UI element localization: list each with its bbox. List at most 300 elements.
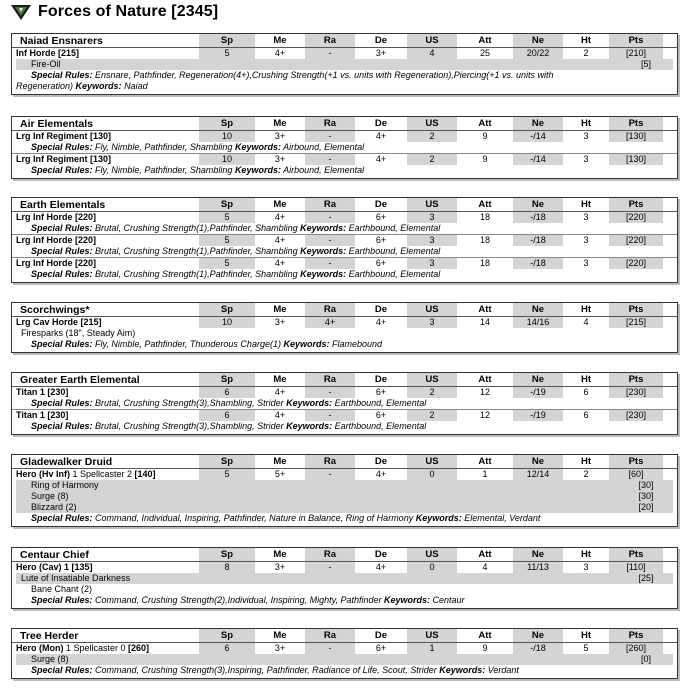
upgrade-name: Surge (8) [31, 654, 69, 664]
stat-att: 14 [479, 317, 490, 327]
stat-de: 4+ [375, 469, 387, 479]
keywords-text: Earthbound, Elemental [332, 398, 427, 408]
column-header-de: De [374, 456, 388, 467]
unit-size-label [16, 131, 111, 142]
column-header-ne: Ne [513, 373, 563, 386]
stat-pts: [215] [609, 317, 663, 328]
stat-att: 9 [482, 131, 488, 141]
stat-de: 4+ [375, 317, 387, 327]
stat-att: 12 [479, 387, 490, 397]
column-header-de: De [374, 304, 388, 315]
column-header-ra: Ra [305, 117, 355, 130]
special-rules-line [12, 223, 677, 234]
stat-ne: -/19 [513, 387, 563, 398]
special-rules-text: Command, Crushing Strength(3),Inspiring, Pathfinder, Radiance of Life, Scout, Strider [92, 665, 440, 675]
upgrade-row [12, 59, 677, 70]
unit-size-label [16, 643, 149, 654]
stat-pts: [210] [609, 48, 663, 59]
special-rules-label: Special Rules: [31, 421, 93, 431]
column-header-ht: Ht [580, 374, 592, 385]
stat-pts: [230] [609, 387, 663, 398]
stat-att: 25 [479, 48, 490, 58]
keywords-text: Naiad [121, 81, 148, 91]
stat-att: 9 [482, 154, 488, 164]
keywords-label: Keywords: [415, 513, 462, 523]
column-header-pts: Pts [609, 629, 663, 642]
stat-us: 1 [407, 643, 457, 654]
stat-pts: [130] [609, 131, 663, 142]
unit-stat-row [12, 234, 677, 246]
special-rules-text-cont: Regeneration) [16, 81, 76, 91]
stat-pts: [60] [609, 469, 663, 480]
unit-size-cost: [260] [128, 643, 150, 653]
special-rules-label: Special Rules: [31, 665, 93, 675]
special-rules-line [12, 595, 677, 606]
column-header-me: Me [273, 304, 287, 315]
unit-size-label [16, 469, 156, 480]
stat-ra: - [305, 212, 355, 223]
stat-ht: 3 [583, 562, 589, 572]
stat-ht: 3 [583, 131, 589, 141]
column-header-de: De [374, 549, 388, 560]
special-rules-text: Fly, Nimble, Pathfinder, Shambling [92, 142, 235, 152]
stat-us: 2 [407, 410, 457, 421]
stat-de: 4+ [375, 154, 387, 164]
upgrade-row [12, 491, 677, 502]
stat-pts: [260] [609, 643, 663, 654]
unit-stat-row [12, 47, 677, 59]
stat-me: 4+ [274, 212, 286, 222]
keywords-label: Keywords: [300, 223, 347, 233]
upgrade-shade [16, 59, 673, 70]
unit-size-label [16, 387, 68, 398]
keywords-text: Elemental, Verdant [461, 513, 541, 523]
special-rules-text: Command, Crushing Strength(2),Individual, Inspiring, Mighty, Pathfinder [92, 595, 385, 605]
special-rules-text: Fly, Nimble, Pathfinder, Shambling [92, 165, 235, 175]
column-header-us: US [407, 303, 457, 316]
upgrade-name: Surge (8) [31, 491, 69, 501]
unit-header-row [12, 303, 677, 316]
unit-size-label [16, 317, 102, 328]
keywords-label: Keywords: [234, 142, 281, 152]
unit-stat-row [12, 316, 677, 328]
unit-size-label [16, 410, 68, 421]
stat-de: 3+ [375, 48, 387, 58]
card-padding [12, 350, 677, 352]
special-rules-label: Special Rules: [31, 165, 93, 175]
column-header-ra: Ra [305, 455, 355, 468]
column-header-me: Me [273, 630, 287, 641]
unit-name: Air Elementals [20, 118, 93, 130]
keywords-text: Centaur [430, 595, 465, 605]
column-header-ne: Ne [513, 198, 563, 211]
stat-ne: -/18 [513, 258, 563, 269]
column-header-ne: Ne [513, 34, 563, 47]
stat-ht: 4 [583, 317, 589, 327]
column-header-att: Att [478, 199, 492, 210]
unit-stat-row [12, 211, 677, 223]
stat-sp: 8 [199, 562, 255, 573]
column-header-us: US [407, 373, 457, 386]
unit-card [11, 454, 678, 527]
stat-ra: 4+ [305, 317, 355, 328]
stat-me: 3+ [274, 154, 286, 164]
column-header-pts: Pts [609, 34, 663, 47]
unit-header-row [12, 629, 677, 642]
stat-ht: 6 [583, 410, 589, 420]
unit-name: Centaur Chief [20, 549, 89, 561]
column-header-ht: Ht [580, 35, 592, 46]
special-rules-line [12, 70, 677, 92]
column-header-me: Me [273, 456, 287, 467]
column-header-att: Att [478, 374, 492, 385]
unit-header-row [12, 34, 677, 47]
stat-sp: 6 [199, 410, 255, 421]
column-header-ne: Ne [513, 629, 563, 642]
column-header-sp: Sp [199, 198, 255, 211]
special-rules-label: Special Rules: [31, 513, 93, 523]
column-header-ra: Ra [305, 548, 355, 561]
stat-ne: -/14 [513, 154, 563, 165]
column-header-sp: Sp [199, 117, 255, 130]
keywords-label: Keywords: [75, 81, 122, 91]
unit-card [11, 33, 678, 95]
keywords-label: Keywords: [286, 398, 333, 408]
stat-ht: 3 [583, 154, 589, 164]
unit-stat-row [12, 468, 677, 480]
stat-de: 4+ [375, 131, 387, 141]
stat-ne: 12/14 [513, 469, 563, 480]
upgrade-points: [25] [638, 573, 654, 583]
keywords-text: Earthbound, Elemental [346, 269, 441, 279]
column-header-att: Att [478, 304, 492, 315]
stat-ra: - [305, 410, 355, 421]
upgrade-name: Ring of Harmony [31, 480, 99, 490]
keywords-text: Airbound, Elemental [280, 165, 365, 175]
column-header-ra: Ra [305, 34, 355, 47]
column-header-sp: Sp [199, 303, 255, 316]
keywords-label: Keywords: [300, 269, 347, 279]
unit-size-name: Hero (Cav) 1 [135] [16, 562, 93, 572]
stat-ne: -/14 [513, 131, 563, 142]
stat-ne: -/18 [513, 235, 563, 246]
column-header-ht: Ht [580, 118, 592, 129]
keywords-text: Flamebound [329, 339, 383, 349]
column-header-de: De [374, 35, 388, 46]
stat-ra: - [305, 387, 355, 398]
upgrade-points: [5] [640, 59, 651, 69]
column-header-us: US [407, 198, 457, 211]
column-header-pts: Pts [609, 303, 663, 316]
upgrade-points: [30] [638, 491, 654, 501]
unit-name: Naiad Ensnarers [20, 35, 103, 47]
unit-size-label [16, 235, 96, 246]
unit-card [11, 628, 678, 679]
stat-pts: [220] [609, 258, 663, 269]
special-rules-label: Special Rules: [31, 595, 93, 605]
column-header-pts: Pts [609, 455, 663, 468]
stat-sp: 10 [199, 154, 255, 165]
unit-size-label [16, 48, 79, 59]
stat-sp: 5 [199, 258, 255, 269]
column-header-us: US [407, 548, 457, 561]
stat-us: 3 [407, 317, 457, 328]
stat-us: 2 [407, 154, 457, 165]
unit-size-extra: 1 Spellcaster 0 [63, 643, 129, 653]
army-logo-icon [10, 3, 32, 21]
stat-ne: -/18 [513, 212, 563, 223]
keywords-text: Verdant [485, 665, 519, 675]
unit-size-extra: 1 Spellcaster 2 [70, 469, 135, 479]
card-padding [12, 606, 677, 608]
stat-ra: - [305, 235, 355, 246]
column-header-de: De [374, 374, 388, 385]
column-header-de: De [374, 630, 388, 641]
column-header-me: Me [273, 118, 287, 129]
column-header-att: Att [478, 35, 492, 46]
stat-sp: 10 [199, 317, 255, 328]
unit-header-row [12, 455, 677, 468]
stat-ra: - [305, 154, 355, 165]
unit-size-cost: [140] [134, 469, 156, 479]
unit-stat-row [12, 153, 677, 165]
upgrade-name: Fire-Oil [31, 59, 61, 69]
special-rules-text: Command, Individual, Inspiring, Pathfinder, Nature in Balance, Ring of Harmony [92, 513, 416, 523]
stat-de: 6+ [375, 212, 387, 222]
column-header-me: Me [273, 35, 287, 46]
special-rules-label: Special Rules: [31, 246, 93, 256]
special-rules-line [12, 246, 677, 257]
unit-header-row [12, 373, 677, 386]
stat-us: 4 [407, 48, 457, 59]
stat-me: 4+ [274, 235, 286, 245]
column-header-ra: Ra [305, 629, 355, 642]
stat-ra: - [305, 48, 355, 59]
special-rules-line [12, 165, 677, 176]
special-rules-text: Brutal, Crushing Strength(1),Pathfinder, Shambling [92, 223, 301, 233]
unit-size-name: Hero (Mon) [16, 643, 64, 653]
column-header-ra: Ra [305, 303, 355, 316]
special-rules-text: Brutal, Crushing Strength(1),Pathfinder, Shambling [92, 269, 301, 279]
column-header-ra: Ra [305, 373, 355, 386]
stat-us: 3 [407, 235, 457, 246]
stat-sp: 10 [199, 131, 255, 142]
stat-us: 3 [407, 212, 457, 223]
card-padding [12, 176, 677, 178]
column-header-ht: Ht [580, 304, 592, 315]
card-padding [12, 432, 677, 434]
special-rules-line [12, 398, 677, 409]
stat-att: 18 [479, 258, 490, 268]
stat-me: 3+ [274, 643, 286, 653]
unit-size-name: Lrg Inf Horde [220] [16, 258, 97, 268]
column-header-att: Att [478, 630, 492, 641]
stat-ht: 5 [583, 643, 589, 653]
stat-pts: [110] [609, 562, 663, 573]
column-header-me: Me [273, 374, 287, 385]
unit-size-name: Lrg Inf Regiment [130] [16, 131, 112, 141]
stat-us: 0 [407, 562, 457, 573]
column-header-att: Att [478, 456, 492, 467]
unit-card [11, 372, 678, 435]
special-rules-label: Special Rules: [31, 398, 93, 408]
keywords-label: Keywords: [283, 339, 330, 349]
stat-ne: -/18 [513, 643, 563, 654]
column-header-sp: Sp [199, 629, 255, 642]
stat-ne: 20/22 [513, 48, 563, 59]
stat-me: 4+ [274, 258, 286, 268]
keywords-label: Keywords: [286, 421, 333, 431]
upgrade-points [618, 584, 674, 595]
unit-header-row [12, 198, 677, 211]
special-rules-line [12, 142, 677, 153]
stat-ra: - [305, 469, 355, 480]
column-header-me: Me [273, 199, 287, 210]
stat-sp: 5 [199, 212, 255, 223]
stat-us: 3 [407, 258, 457, 269]
upgrade-shade [16, 480, 673, 491]
upgrade-name: Firesparks (18", Steady Aim) [21, 328, 136, 338]
stat-me: 4+ [274, 48, 286, 58]
upgrade-name: Bane Chant (2) [31, 584, 93, 594]
stat-att: 4 [482, 562, 488, 572]
unit-size-name: Hero (Hv Inf) [16, 469, 70, 479]
stat-de: 6+ [375, 643, 387, 653]
special-rules-text: Ensnare, Pathfinder, Regeneration(4+),Crushing Strength(+1 vs. units with Regeneration),Piercing(+1 vs. units with [92, 70, 554, 80]
stat-ht: 3 [583, 258, 589, 268]
unit-name: Earth Elementals [20, 199, 106, 211]
column-header-sp: Sp [199, 373, 255, 386]
stat-ra: - [305, 258, 355, 269]
stat-att: 18 [479, 212, 490, 222]
upgrade-row [12, 654, 677, 665]
unit-size-name: Lrg Inf Horde [220] [16, 235, 97, 245]
column-header-ne: Ne [513, 117, 563, 130]
stat-ht: 2 [583, 48, 589, 58]
special-rules-text: Brutal, Crushing Strength(1),Pathfinder, Shambling [92, 246, 301, 256]
special-rules-line [12, 269, 677, 280]
stat-att: 18 [479, 235, 490, 245]
unit-card [11, 197, 678, 283]
column-header-ne: Ne [513, 455, 563, 468]
stat-us: 2 [407, 387, 457, 398]
upgrade-name: Blizzard (2) [31, 502, 77, 512]
list-header [10, 0, 218, 24]
special-rules-label: Special Rules: [31, 339, 93, 349]
unit-stat-row [12, 642, 677, 654]
column-header-att: Att [478, 118, 492, 129]
special-rules-text: Fly, Nimble, Pathfinder, Thunderous Charge(1) [92, 339, 284, 349]
unit-size-label [16, 212, 96, 223]
keywords-label: Keywords: [384, 595, 431, 605]
column-header-pts: Pts [609, 117, 663, 130]
stat-ne: 11/13 [513, 562, 563, 573]
special-rules-line [12, 513, 677, 524]
unit-size-name: Lrg Inf Horde [220] [16, 212, 97, 222]
stat-att: 9 [482, 643, 488, 653]
upgrade-row [12, 584, 677, 595]
unit-card [11, 302, 678, 353]
special-rules-line [12, 339, 677, 350]
special-rules-label: Special Rules: [31, 142, 93, 152]
stat-ra: - [305, 131, 355, 142]
stat-sp: 5 [199, 48, 255, 59]
stat-att: 1 [482, 469, 488, 479]
column-header-ne: Ne [513, 303, 563, 316]
stat-de: 6+ [375, 235, 387, 245]
special-rules-text: Brutal, Crushing Strength(3),Shambling, Strider [92, 421, 287, 431]
unit-header-row [12, 548, 677, 561]
stat-sp: 6 [199, 387, 255, 398]
column-header-ne: Ne [513, 548, 563, 561]
stat-pts: [220] [609, 212, 663, 223]
special-rules-label: Special Rules: [31, 269, 93, 279]
unit-size-label [16, 154, 111, 165]
special-rules-label: Special Rules: [31, 70, 93, 80]
stat-us: 2 [407, 131, 457, 142]
upgrade-shade [16, 491, 673, 502]
upgrade-name: Lute of Insatiable Darkness [21, 573, 131, 583]
column-header-ht: Ht [580, 549, 592, 560]
card-padding [12, 524, 677, 526]
special-rules-text: Brutal, Crushing Strength(3),Shambling, Strider [92, 398, 287, 408]
special-rules-line [12, 665, 677, 676]
stat-de: 6+ [375, 258, 387, 268]
upgrade-shade [16, 654, 673, 665]
column-header-att: Att [478, 549, 492, 560]
upgrade-points: [20] [638, 502, 654, 512]
stat-de: 6+ [375, 387, 387, 397]
unit-name: Greater Earth Elemental [20, 374, 140, 386]
special-rules-label: Special Rules: [31, 223, 93, 233]
stat-me: 4+ [274, 410, 286, 420]
stat-ht: 6 [583, 387, 589, 397]
column-header-us: US [407, 629, 457, 642]
column-header-me: Me [273, 549, 287, 560]
upgrade-row [12, 328, 677, 339]
keywords-label: Keywords: [439, 665, 486, 675]
unit-header-row [12, 117, 677, 130]
card-padding [12, 280, 677, 282]
column-header-pts: Pts [609, 373, 663, 386]
column-header-us: US [407, 455, 457, 468]
upgrade-row [12, 502, 677, 513]
keywords-label: Keywords: [234, 165, 281, 175]
stat-de: 4+ [375, 562, 387, 572]
stat-sp: 5 [199, 469, 255, 480]
upgrade-points: [0] [640, 654, 651, 664]
unit-name: Scorchwings* [20, 304, 90, 316]
unit-name: Tree Herder [20, 630, 79, 642]
stat-me: 3+ [274, 131, 286, 141]
column-header-ra: Ra [305, 198, 355, 211]
stat-us: 0 [407, 469, 457, 480]
stat-ne: 14/16 [513, 317, 563, 328]
upgrade-points [618, 328, 674, 339]
stat-sp: 5 [199, 235, 255, 246]
column-header-us: US [407, 117, 457, 130]
unit-stat-row [12, 257, 677, 269]
stat-pts: [230] [609, 410, 663, 421]
unit-size-name: Lrg Cav Horde [215] [16, 317, 102, 327]
unit-stat-row [12, 386, 677, 398]
unit-card [11, 116, 678, 179]
unit-size-name: Lrg Inf Regiment [130] [16, 154, 112, 164]
stat-ht: 3 [583, 212, 589, 222]
keywords-text: Earthbound, Elemental [346, 246, 441, 256]
stat-de: 6+ [375, 410, 387, 420]
unit-stat-row [12, 130, 677, 142]
